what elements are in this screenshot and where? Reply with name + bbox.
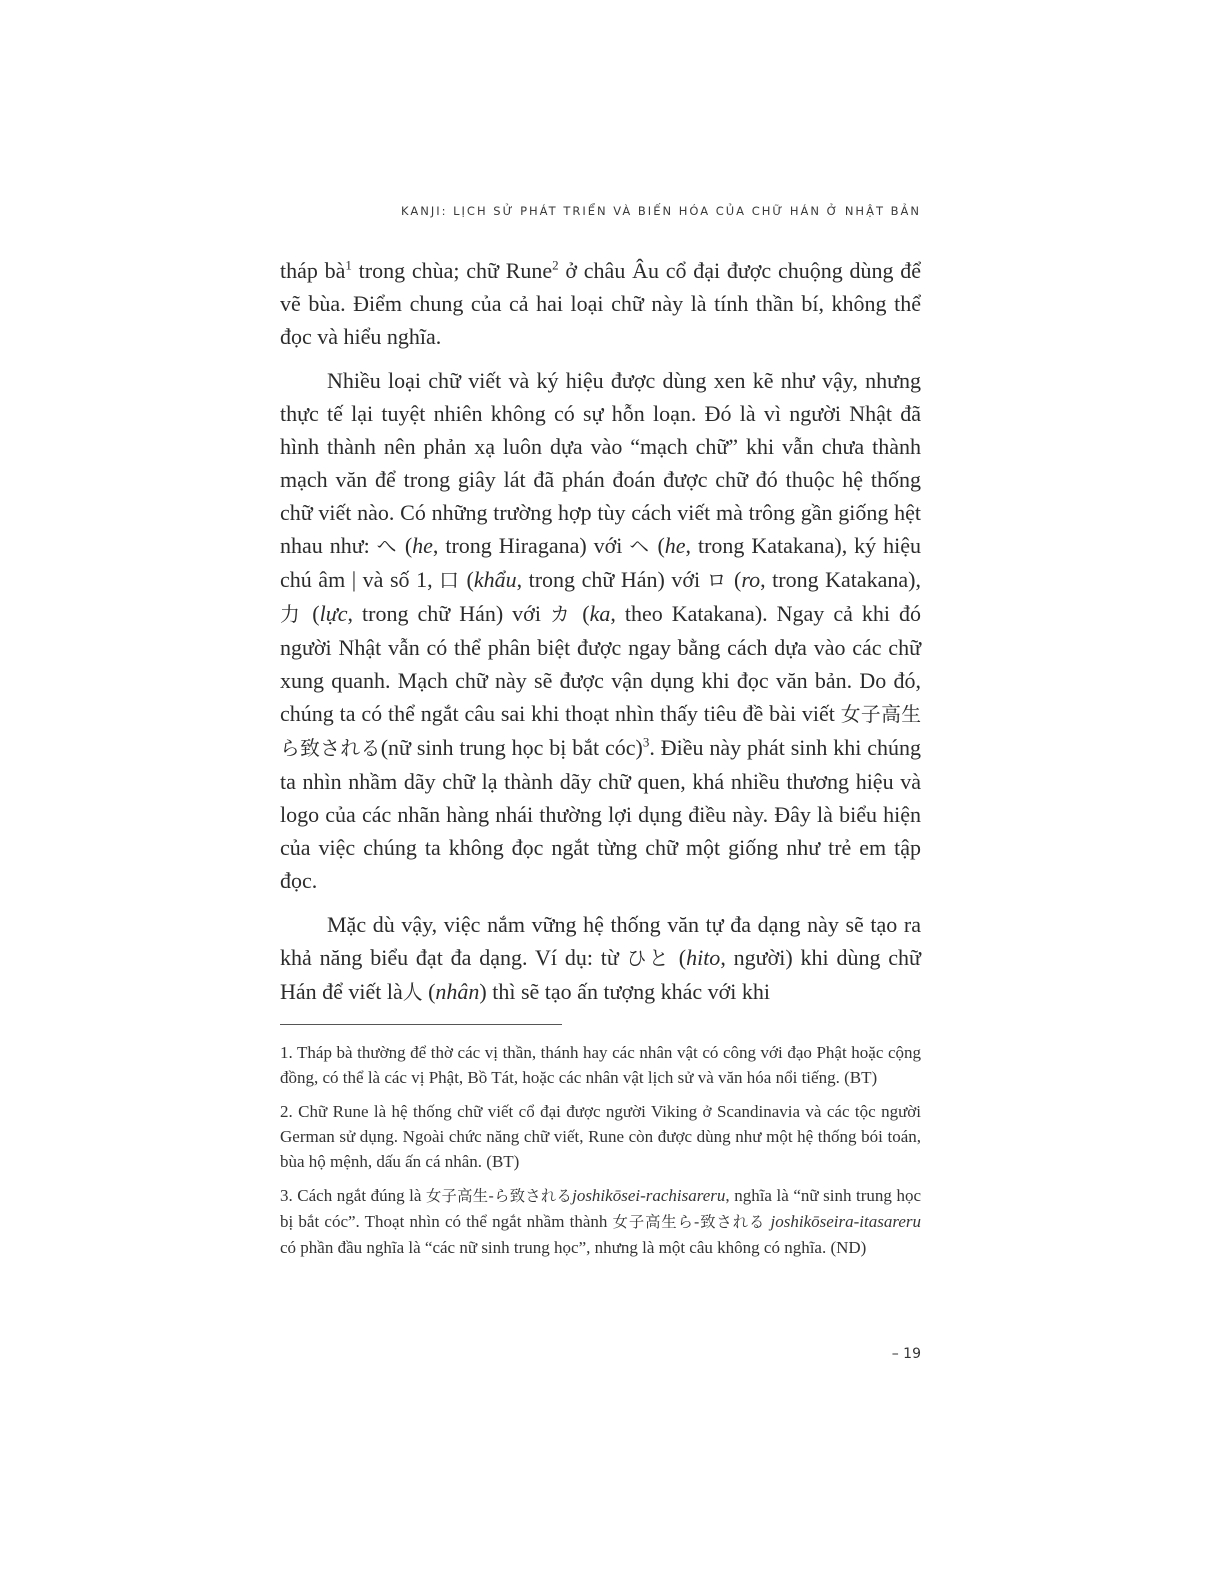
jp-headline: 女子高生ら致される	[280, 703, 921, 760]
text-run: , trong chữ Hán) với	[347, 601, 550, 626]
text-run: . Điều này phát sinh khi chúng ta nhìn nhầm dãy chữ lạ thành dãy chữ quen, khá nhiều thương hiệu và logo của các nhãn hàng nhái thường lợi dụng điều này. Đây là biểu hiện của việc chúng ta không đọc ngắt từng chữ một giống như trẻ em tập đọc.	[280, 735, 921, 893]
jp-glyph: 力	[280, 603, 304, 626]
text-run: , nghĩa là “nữ sinh trung học bị bắt cóc”. Thoạt nhìn có thể ngắt nhầm thành	[280, 1186, 921, 1231]
jp-glyph: カ	[549, 603, 574, 626]
text-run: (	[670, 945, 687, 970]
romanization: khẩu	[473, 567, 517, 592]
text-run: ) thì sẽ tạo ấn tượng khác với khi	[479, 979, 770, 1004]
footnote-1: 1. Tháp bà thường để thờ các vị thần, thánh hay các nhân vật có công với đạo Phật hoặc cộng đồng, có thể là các vị Phật, Bồ Tát, hoặc các nhân vật lịch sử và văn hóa nổi tiếng. (BT)	[280, 1043, 921, 1087]
text-run: (	[727, 567, 742, 592]
paragraph-3	[280, 908, 921, 1009]
text-run: , trong Katakana), ký hiệu chú âm | và số 1,	[280, 533, 921, 592]
text-run: (	[397, 533, 413, 558]
jp-text: 女子高生-ら致される	[425, 1187, 573, 1205]
romanization: lực	[319, 601, 348, 626]
text-run: (	[303, 601, 320, 626]
text-run: (	[422, 979, 436, 1004]
running-head: KANJI: LỊCH SỬ PHÁT TRIỂN VÀ BIẾN HÓA CỦA CHỮ HÁN Ở NHẬT BẢN	[401, 204, 921, 218]
romanization: joshikōsei-rachisareru	[572, 1186, 726, 1205]
jp-glyph: ヘ	[629, 535, 651, 558]
jp-text: 女子高生ら-致される	[612, 1213, 766, 1231]
footnote-ref-3: 3	[642, 734, 650, 750]
jp-glyph: へ	[376, 535, 398, 558]
footnotes	[280, 1040, 921, 1269]
footnote-ref-2: 2	[552, 257, 559, 273]
text-run: ở châu Âu cổ đại được chuộng dùng để vẽ bùa. Điểm chung của cả hai loại chữ này là tính thần bí, không thể đọc và hiểu nghĩa.	[280, 258, 921, 349]
romanization: he	[412, 533, 433, 558]
text-run: Nhiều loại chữ viết và ký hiệu được dùng xen kẽ như vậy, nhưng thực tế lại tuyệt nhiên không có sự hỗn loạn. Đó là vì người Nhật đã hình thành nên phản xạ luôn dựa vào “mạch chữ” khi vẫn chưa thành mạch văn để trong giây lát đã phán đoán được chữ đó thuộc hệ thống chữ viết nào. Có những trường hợp tùy cách viết mà trông gần giống hệt nhau như:	[280, 368, 921, 558]
footnote-divider	[280, 1024, 562, 1025]
main-text	[280, 254, 921, 1020]
text-run: (	[573, 601, 590, 626]
page-number: – 19	[891, 1346, 921, 1362]
jp-glyph: 人	[402, 981, 423, 1004]
text-run: Mặc dù vậy, việc nắm vững hệ thống văn tự đa dạng này sẽ tạo ra khả năng biểu đạt đa dạng. Ví dụ: từ	[280, 912, 921, 970]
footnote-2: 2. Chữ Rune là hệ thống chữ viết cổ đại được người Viking ở Scandinavia và các tộc người German sử dụng. Ngoài chức năng chữ viết, Rune còn được dùng như một hệ thống bói toán, bùa hộ mệnh, dấu ấn cá nhân. (BT)	[280, 1102, 921, 1171]
footnote-ref-1: 1	[345, 257, 352, 273]
text-run: , trong chữ Hán) với	[516, 567, 707, 592]
paragraph-1	[280, 254, 921, 353]
romanization: hito	[686, 945, 721, 970]
romanization: he	[664, 533, 686, 558]
text-run: (nữ sinh trung học bị bắt cóc)	[380, 735, 643, 760]
footnote-3	[280, 1183, 921, 1260]
text-run: (	[459, 567, 474, 592]
text-run: , trong Katakana),	[760, 567, 921, 592]
romanization: nhân	[435, 979, 480, 1004]
text-run: tháp bà	[280, 258, 346, 283]
text-run: (	[650, 533, 665, 558]
text-run: 3. Cách ngắt đúng là	[280, 1186, 426, 1205]
romanization: ka	[589, 601, 611, 626]
text-run: trong chùa; chữ Rune	[351, 258, 553, 283]
text-run: , trong Hiragana) với	[432, 533, 630, 558]
romanization: ro	[741, 567, 761, 592]
text-run: có phần đầu nghĩa là “các nữ sinh trung học”, nhưng là một câu không có nghĩa. (ND)	[280, 1238, 867, 1257]
paragraph-2	[280, 364, 921, 897]
jp-glyph: ひと	[626, 947, 671, 970]
text-run: , người) khi dùng chữ Hán để viết là	[280, 945, 921, 1004]
text-run: , theo Katakana). Ngay cả khi đó người Nhật vẫn có thể phân biệt được ngay bằng cách dựa vào các chữ xung quanh. Mạch chữ này sẽ được vận dụng khi đọc văn bản. Do đó, chúng ta có thể ngắt câu sai khi thoạt nhìn thấy tiêu đề bài viết	[280, 601, 921, 726]
jp-glyph: 口	[439, 569, 460, 592]
romanization: joshikōseira-itasareru	[770, 1212, 921, 1231]
jp-glyph: ロ	[706, 569, 728, 592]
